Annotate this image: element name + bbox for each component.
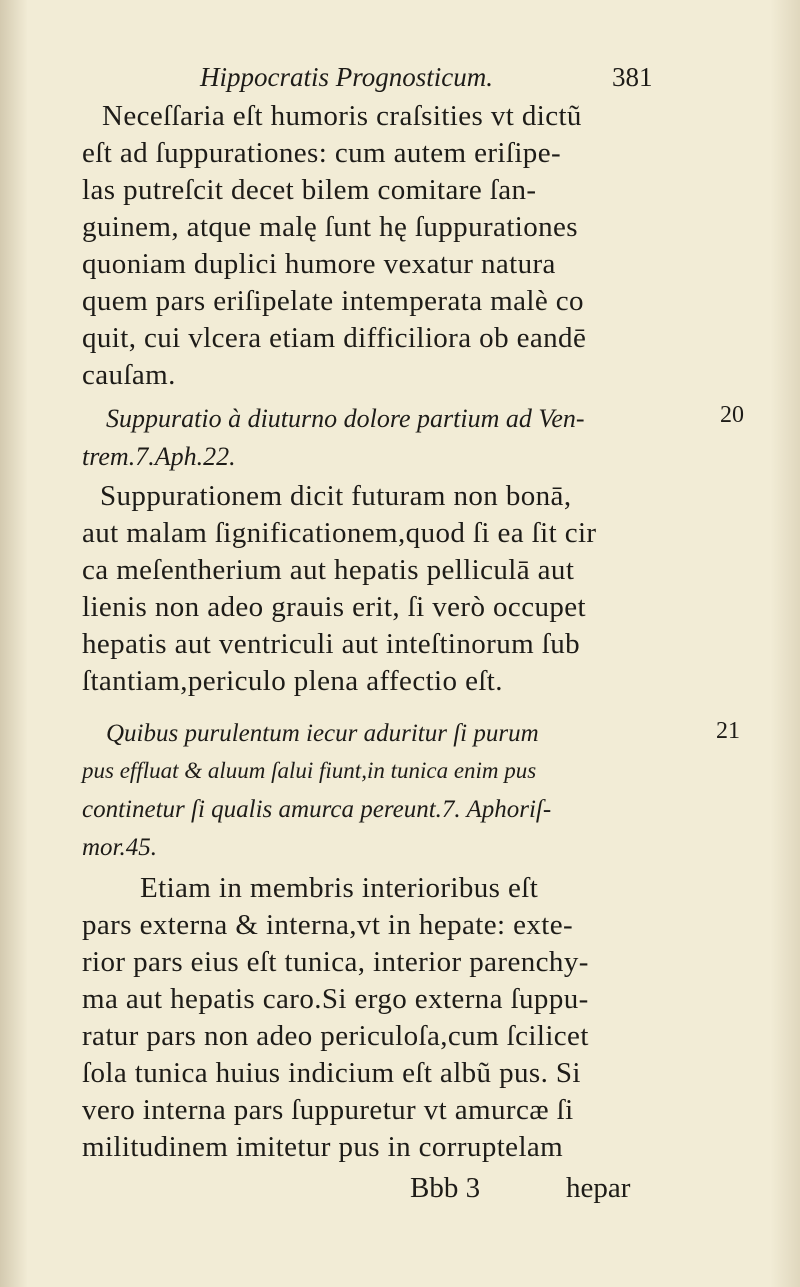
section-heading-line: continetur ſi qualis amurca pereunt.7. Aphoriſ- [82,796,552,823]
section-heading-line: Suppuratio à diuturno dolore partium ad Ven- [106,404,585,433]
text-line: ſola tunica huius indicium eſt albũ pus. Si [82,1057,581,1089]
page-edge-shadow [770,0,800,1287]
text-line: guinem, atque malę ſunt hę ſuppurationes [82,211,578,243]
text-line: ma aut hepatis caro.Si ergo externa ſuppu- [82,983,589,1015]
text-line: pars externa & interna,vt in hepate: exte- [82,909,574,941]
text-line: quem pars eriſipelate intemperata malè co [82,285,584,317]
text-line: Suppurationem dicit futuram non bonā, [100,480,572,512]
signature-mark: Bbb 3 [410,1172,481,1204]
text-line: Neceſſaria eſt humoris craſsities vt dictũ [102,100,582,132]
text-line: quit, cui vlcera etiam difficiliora ob eandē [82,322,587,354]
page-gutter-shadow [0,0,28,1287]
text-line: ratur pars non adeo periculoſa,cum ſcilicet [82,1020,589,1052]
section-heading-line: trem.7.Aph.22. [82,442,236,471]
text-line: quoniam duplici humore vexatur natura [82,248,556,280]
margin-number-20: 20 [720,402,744,428]
text-line: hepatis aut ventriculi aut inteſtinorum ſub [82,628,581,660]
text-line: Etiam in membris interioribus eſt [140,872,539,904]
catchword: hepar [566,1172,631,1204]
text-line: vero interna pars ſuppuretur vt amurcæ ſi [82,1094,574,1126]
section-heading-line: pus effluat & aluum ſalui fiunt,in tunica enim pus [82,758,537,783]
page-number: 381 [612,62,653,92]
text-line: cauſam. [82,359,176,391]
text-line: aut malam ſignificationem,quod ſi ea ſit cir [82,517,597,549]
running-title: Hippocratis Prognosticum. [200,62,493,92]
text-line: rior pars eius eſt tunica, interior parenchy- [82,946,589,978]
section-heading-line: mor.45. [82,834,158,861]
text-line: lienis non adeo grauis erit, ſi verò occupet [82,591,587,623]
text-line: militudinem imitetur pus in corruptelam [82,1131,564,1163]
text-line: ſtantiam,periculo plena affectio eſt. [82,665,503,697]
text-line: las putreſcit decet bilem comitare ſan- [82,174,537,206]
text-line: eſt ad ſuppurationes: cum autem eriſipe- [82,137,562,169]
section-heading-line: Quibus purulentum iecur aduritur ſi purum [106,720,539,747]
margin-number-21: 21 [716,718,740,744]
text-line: ca meſentherium aut hepatis pelliculā aut [82,554,575,586]
